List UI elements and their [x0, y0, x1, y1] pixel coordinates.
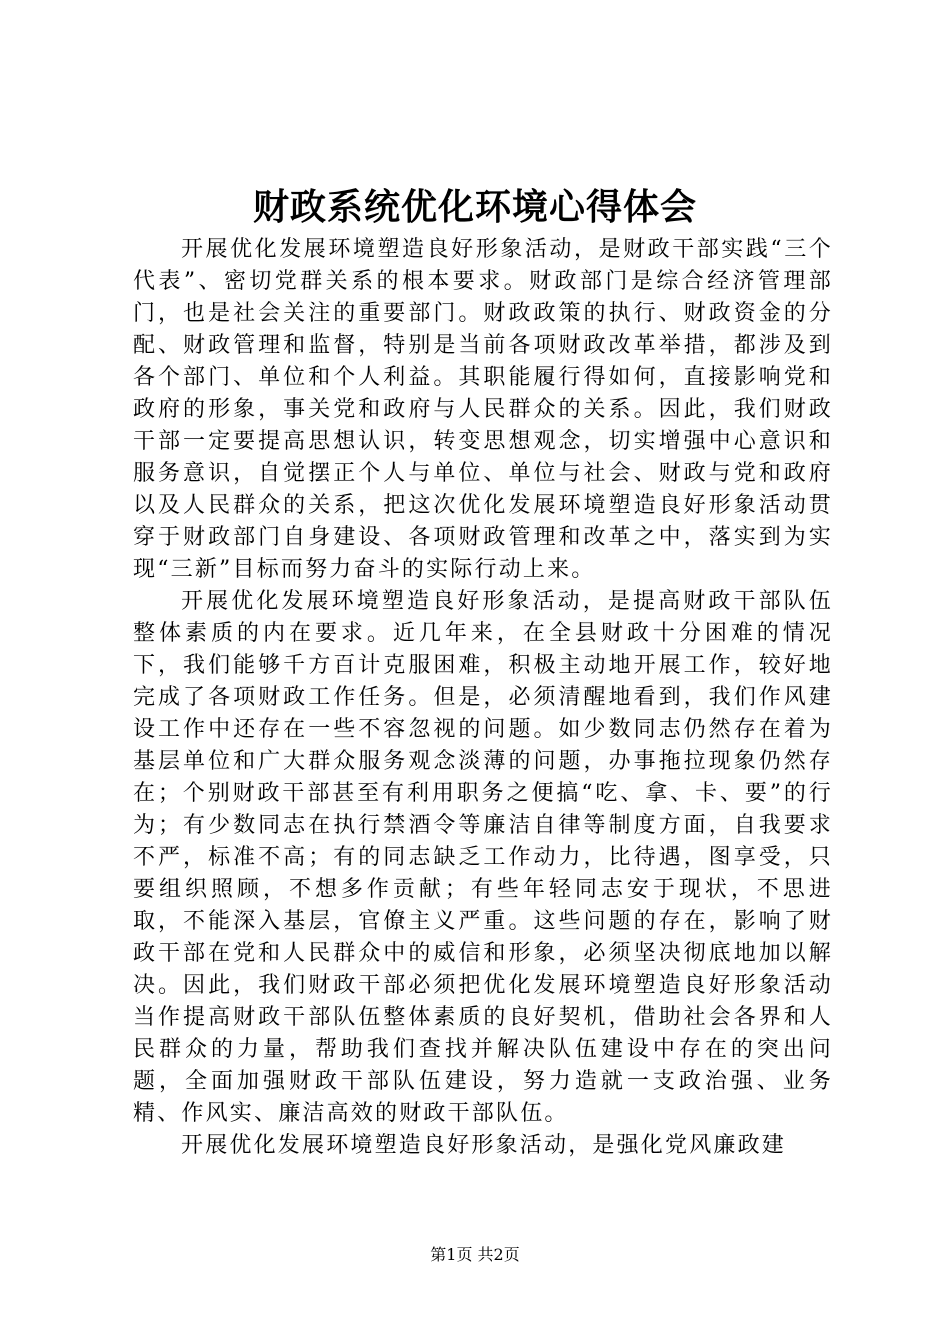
page-number-footer: 第1页 共2页 [430, 1245, 520, 1264]
paragraph: 开展优化发展环境塑造良好形象活动，是财政干部实践“三个代表”、密切党群关系的根本要求。财政部门是综合经济管理部门，也是社会关注的重要部门。财政政策的执行、财政资金的分配、财政管理和监督，特别是当前各项财政改革举措，都涉及到各个部门、单位和个人利益。其职能履行得如何，直接影响党和政府的形象，事关党和政府与人民群众的关系。因此，我们财政干部一定要提高思想认识，转变思想观念，切实增强中心意识和服务意识，自觉摆正个人与单位、单位与社会、财政与党和政府以及人民群众的关系，把这次优化发展环境塑造良好形象活动贯穿于财政部门自身建设、各项财政管理和改革之中，落实到为实现“三新”目标而努力奋斗的实际行动上来。 [133, 237, 833, 582]
document-title: 财政系统优化环境心得体会 [252, 186, 697, 228]
document-body [133, 234, 833, 1162]
paragraph: 开展优化发展环境塑造良好形象活动，是提高财政干部队伍整体素质的内在要求。近几年来，在全县财政十分困难的情况下，我们能够千方百计克服困难，积极主动地开展工作，较好地完成了各项财政工作任务。但是，必须清醒地看到，我们作风建设工作中还存在一些不容忽视的问题。如少数同志仍然存在着为基层单位和广大群众服务观念淡薄的问题，办事拖拉现象仍然存在；个别财政干部甚至有利用职务之便搞“吃、拿、卡、要”的行为；有少数同志在执行禁酒令等廉洁自律等制度方面，自我要求不严，标准不高；有的同志缺乏工作动力，比待遇，图享受，只要组织照顾，不想多作贡献；有些年轻同志安于现状，不思进取，不能深入基层，官僚主义严重。这些问题的存在，影响了财政干部在党和人民群众中的威信和形象，必须坚决彻底地加以解决。因此，我们财政干部必须把优化发展环境塑造良好形象活动当作提高财政干部队伍整体素质的良好契机，借助社会各界和人民群众的力量，帮助我们查找并解决队伍建设中存在的突出问题，全面加强财政干部队伍建设，努力造就一支政治强、业务精、作风实、廉洁高效的财政干部队伍。 [133, 589, 833, 1126]
paragraph: 开展优化发展环境塑造良好形象活动，是强化党风廉政建 [181, 1133, 787, 1158]
